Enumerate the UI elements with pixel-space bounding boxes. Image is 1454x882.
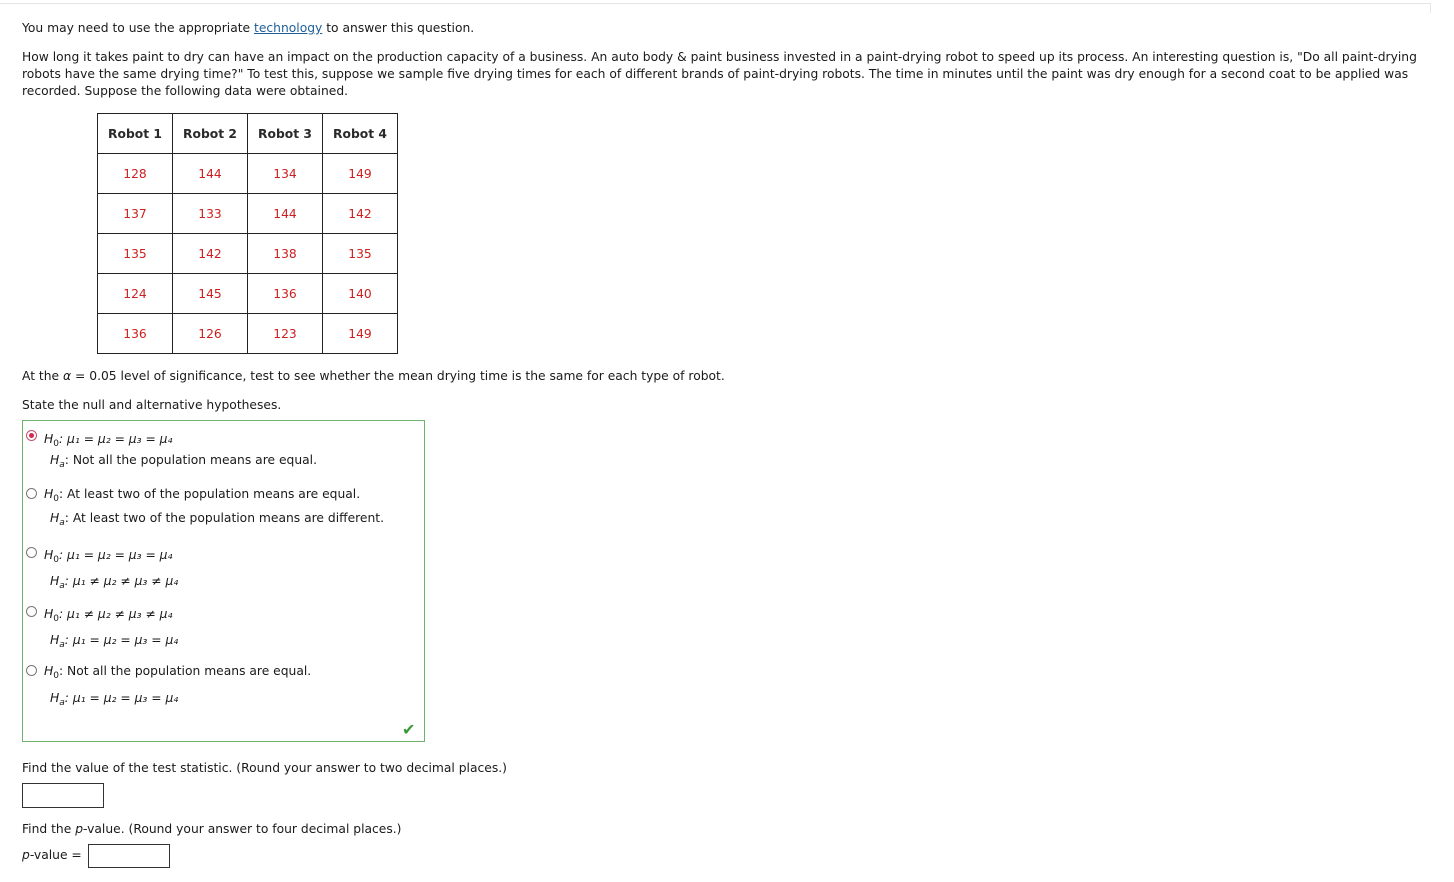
alpha-symbol: α — [63, 369, 72, 383]
pvalue-label-rest: -value = — [29, 848, 82, 862]
table-cell: 149 — [323, 154, 398, 194]
ha-subscript: a — [59, 581, 65, 591]
h-label: H — [44, 487, 54, 501]
header-robot-3: Robot 3 — [248, 114, 323, 154]
table-cell: 142 — [323, 194, 398, 234]
pvalue-label — [22, 847, 82, 864]
option-5-h0 — [44, 663, 311, 685]
header-robot-4: Robot 4 — [323, 114, 398, 154]
table-cell: 135 — [323, 234, 398, 274]
right-divider — [1430, 3, 1431, 13]
hypothesis-prompt: State the null and alternative hypotheses. — [22, 398, 282, 412]
option-1-ha — [50, 452, 317, 474]
ha-subscript: a — [59, 518, 65, 528]
intro-prefix: You may need to use the appropriate — [22, 21, 255, 35]
option-3-ha — [50, 573, 178, 595]
table-header-row — [98, 114, 398, 154]
table-cell: 126 — [173, 314, 248, 354]
top-divider — [0, 3, 1430, 4]
table-cell: 136 — [98, 314, 173, 354]
pvalue-prompt-pre: Find the — [22, 822, 76, 836]
intro-line — [22, 20, 474, 37]
ha-subscript: a — [59, 460, 65, 470]
significance-suffix: = 0.05 level of significance, test to see whether the mean drying time is the same for each type of robot. — [71, 369, 725, 383]
intro-suffix: to answer this question. — [322, 21, 475, 35]
ha-subscript: a — [59, 698, 65, 708]
h0-subscript: 0 — [53, 614, 59, 624]
h-label: H — [44, 432, 54, 446]
option-3-ha-text: : μ₁ ≠ μ₂ ≠ μ₃ ≠ μ₄ — [64, 574, 179, 588]
table-cell: 136 — [248, 274, 323, 314]
h-label: H — [50, 633, 60, 647]
h-label: H — [50, 511, 60, 525]
option-2-ha — [50, 510, 384, 532]
table-row — [98, 154, 398, 194]
option-1-ha-text: : Not all the population means are equal. — [64, 453, 317, 467]
table-cell: 135 — [98, 234, 173, 274]
table-row — [98, 194, 398, 234]
correct-checkmark-icon: ✔ — [402, 720, 416, 739]
pvalue-input[interactable] — [88, 844, 170, 868]
data-table — [97, 113, 398, 354]
h0-subscript: 0 — [53, 671, 59, 681]
table-row — [98, 234, 398, 274]
radio-option-5[interactable] — [26, 665, 37, 676]
test-stat-prompt: Find the value of the test statistic. (Round your answer to two decimal places.) — [22, 761, 507, 775]
option-2-h0-text: : At least two of the population means are equal. — [58, 487, 361, 501]
test-statistic-input[interactable] — [22, 783, 104, 808]
table-cell: 123 — [248, 314, 323, 354]
table-cell: 142 — [173, 234, 248, 274]
pvalue-prompt-p: p — [75, 822, 84, 836]
table-cell: 140 — [323, 274, 398, 314]
option-4-ha-text: : μ₁ = μ₂ = μ₃ = μ₄ — [64, 633, 179, 647]
option-3-h0-text: : μ₁ = μ₂ = μ₃ = μ₄ — [58, 548, 173, 562]
option-4-ha — [50, 632, 178, 654]
pvalue-prompt — [22, 821, 401, 838]
table-row — [98, 314, 398, 354]
h-label: H — [44, 664, 54, 678]
table-row — [98, 274, 398, 314]
technology-link[interactable]: technology — [254, 21, 323, 35]
option-5-ha-text: : μ₁ = μ₂ = μ₃ = μ₄ — [64, 691, 179, 705]
h-label: H — [44, 607, 54, 621]
option-1-h0-text: : μ₁ = μ₂ = μ₃ = μ₄ — [58, 432, 173, 446]
option-5-h0-text: : Not all the population means are equal. — [58, 664, 312, 678]
ha-subscript: a — [59, 640, 65, 650]
table-cell: 149 — [323, 314, 398, 354]
h0-subscript: 0 — [53, 439, 59, 449]
option-1-h0 — [44, 431, 172, 453]
table-cell: 145 — [173, 274, 248, 314]
h0-subscript: 0 — [53, 555, 59, 565]
h-label: H — [50, 574, 60, 588]
h-label: H — [50, 691, 60, 705]
option-4-h0-text: : μ₁ ≠ μ₂ ≠ μ₃ ≠ μ₄ — [58, 607, 173, 621]
table-cell: 134 — [248, 154, 323, 194]
significance-line — [22, 368, 725, 385]
option-2-h0 — [44, 486, 360, 508]
table-cell: 144 — [248, 194, 323, 234]
option-5-ha — [50, 690, 178, 712]
table-cell: 144 — [173, 154, 248, 194]
radio-option-4[interactable] — [26, 606, 37, 617]
table-cell: 124 — [98, 274, 173, 314]
significance-prefix: At the — [22, 369, 64, 383]
header-robot-2: Robot 2 — [173, 114, 248, 154]
option-2-ha-text: : At least two of the population means are different. — [64, 511, 385, 525]
radio-option-1[interactable] — [26, 430, 37, 441]
problem-text: How long it takes paint to dry can have an impact on the production capacity of a business. An auto body & paint business invested in a paint-drying robot to speed up its process. An interesting question is, "Do all paint-drying robots have the same drying time?" To test this, suppose we sample five drying times for each of different brands of paint-drying robots. The time in minutes until the paint was dry enough for a second coat to be applied was recorded. Suppose the following data were obtained. — [22, 50, 1417, 98]
option-3-h0 — [44, 547, 172, 569]
radio-option-2[interactable] — [26, 488, 37, 499]
pvalue-prompt-post: -value. (Round your answer to four decimal places.) — [83, 822, 402, 836]
radio-option-3[interactable] — [26, 547, 37, 558]
table-cell: 133 — [173, 194, 248, 234]
h-label: H — [44, 548, 54, 562]
header-robot-1: Robot 1 — [98, 114, 173, 154]
h-label: H — [50, 453, 60, 467]
table-cell: 138 — [248, 234, 323, 274]
pvalue-label-p: p — [22, 848, 30, 862]
table-cell: 137 — [98, 194, 173, 234]
option-4-h0 — [44, 606, 172, 628]
h0-subscript: 0 — [53, 494, 59, 504]
table-cell: 128 — [98, 154, 173, 194]
